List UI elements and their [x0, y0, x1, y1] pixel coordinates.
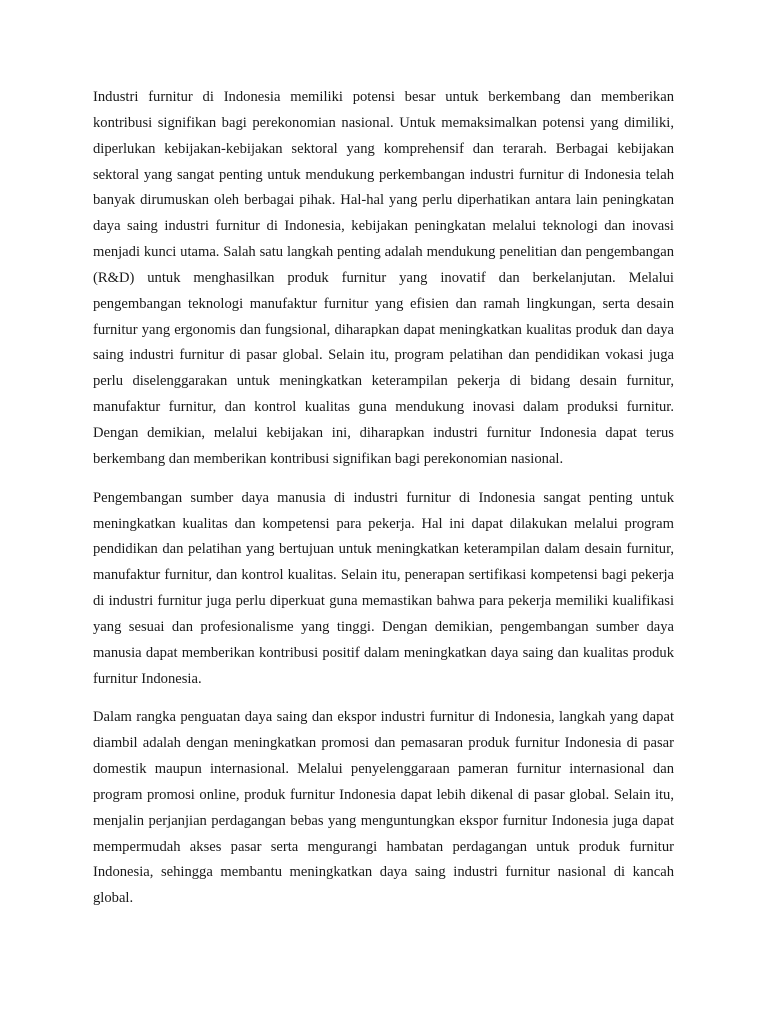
paragraph-human-resources: Pengembangan sumber daya manusia di industri furnitur di Indonesia sangat penting untuk meningkatkan kualitas dan kompetensi para pekerja. Hal ini dapat dilakukan melalui program pendidikan dan pelatihan yang bertujuan untuk meningkatkan keterampilan dalam desain furnitur, manufaktur furnitur, dan kontrol kualitas. Selain itu, penerapan sertifikasi kompetensi bagi pekerja di industri furnitur juga perlu diperkuat guna memastikan bahwa para pekerja memiliki kualifikasi yang sesuai dan profesionalisme yang tinggi. Dengan demikian, pengembangan sumber daya manusia dapat memberikan kontribusi positif dalam meningkatkan daya saing dan kualitas produk furnitur Indonesia. — [93, 489, 674, 687]
document-page — [93, 85, 674, 925]
paragraph-policy: Industri furnitur di Indonesia memiliki potensi besar untuk berkembang dan memberikan kontribusi signifikan bagi perekonomian nasional. Untuk memaksimalkan potensi yang dimiliki, diperlukan kebijakan-kebijakan sektoral yang komprehensif dan terarah. Berbagai kebijakan sektoral yang sangat penting untuk mendukung perkembangan industri furnitur di Indonesia telah banyak dirumuskan oleh berbagai pihak. Hal-hal yang perlu diperhatikan antara lain peningkatan daya saing industri furnitur di Indonesia, kebijakan peningkatan melalui teknologi dan inovasi menjadi kunci utama. Salah satu langkah penting adalah mendukung penelitian dan pengembangan (R&D) untuk menghasilkan produk furnitur yang inovatif dan berkelanjutan. Melalui pengembangan teknologi manufaktur furnitur yang efisien dan ramah lingkungan, serta desain furnitur yang ergonomis dan fungsional, diharapkan dapat meningkatkan kualitas produk dan daya saing industri furnitur di pasar global. Selain itu, program pelatihan dan pendidikan vokasi juga perlu diselenggarakan untuk meningkatkan keterampilan pekerja di bidang desain furnitur, manufaktur furnitur, dan kontrol kualitas guna mendukung inovasi dalam produksi furnitur. Dengan demikian, melalui kebijakan ini, diharapkan industri furnitur Indonesia dapat terus berkembang dan memberikan kontribusi signifikan bagi perekonomian nasional. — [93, 89, 674, 467]
paragraph-export-competitiveness: Dalam rangka penguatan daya saing dan ekspor industri furnitur di Indonesia, langkah yang dapat diambil adalah dengan meningkatkan promosi dan pemasaran produk furnitur Indonesia di pasar domestik maupun internasional. Melalui penyelenggaraan pameran furnitur internasional dan program promosi online, produk furnitur Indonesia dapat lebih dikenal di pasar global. Selain itu, menjalin perjanjian perdagangan bebas yang menguntungkan ekspor furnitur Indonesia juga dapat mempermudah akses pasar serta mengurangi hambatan perdagangan untuk produk furnitur Indonesia, sehingga membantu meningkatkan daya saing industri furnitur nasional di kancah global. — [93, 709, 674, 907]
